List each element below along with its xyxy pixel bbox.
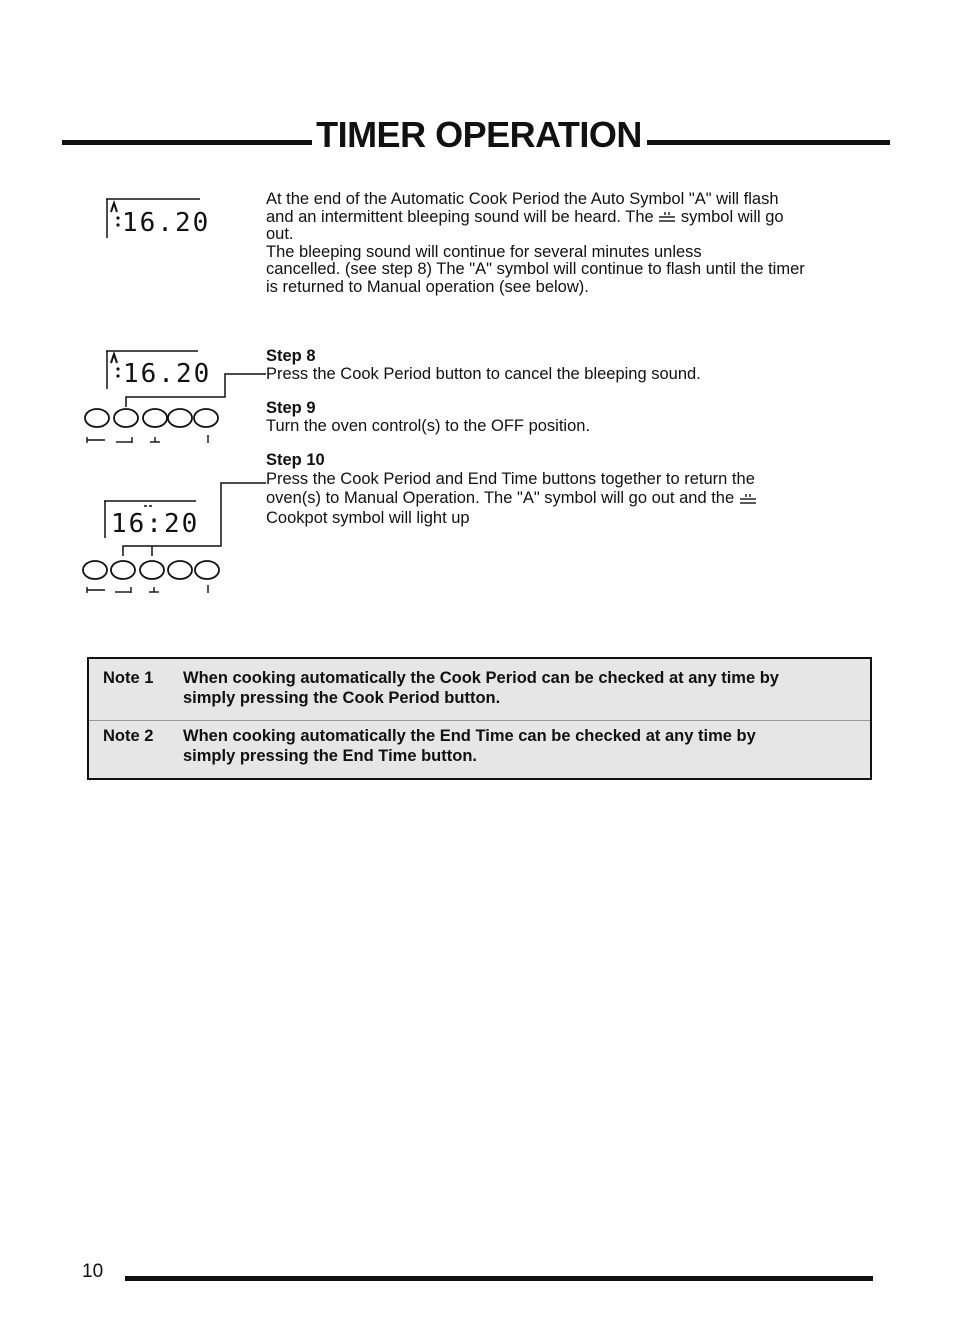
page-title-block bbox=[62, 110, 890, 160]
note-2-text: When cooking automatically the End Time can be checked at any time by simply pressing the End Time button. bbox=[183, 727, 756, 765]
step-10-line-3: Cookpot symbol will light up bbox=[266, 508, 470, 527]
button-legend-marks bbox=[87, 435, 208, 443]
intro-paragraph bbox=[266, 191, 886, 296]
note-1-label: Note 1 bbox=[103, 669, 154, 687]
step-8-label: Step 8 bbox=[266, 347, 316, 365]
step-10-label: Step 10 bbox=[266, 451, 325, 469]
timer-button-1 bbox=[85, 409, 109, 427]
timer-display-value: 16.20 bbox=[122, 208, 211, 238]
cook-period-button bbox=[111, 561, 135, 579]
intro-line-4: The bleeping sound will continue for several minutes unless bbox=[266, 242, 702, 261]
button-legend-marks bbox=[87, 585, 208, 593]
notes-box bbox=[87, 657, 872, 780]
intro-line-1: At the end of the Automatic Cook Period the Auto Symbol "A" will flash bbox=[266, 190, 779, 208]
auto-a-icon bbox=[111, 203, 120, 227]
step-9 bbox=[266, 400, 886, 435]
cookpot-icon bbox=[739, 493, 757, 505]
timer-display-value: 16:20 bbox=[111, 509, 200, 539]
step-8 bbox=[266, 348, 886, 383]
timer-button-3 bbox=[143, 409, 167, 427]
timer-button-1 bbox=[83, 561, 107, 579]
intro-line-2-start: and an intermittent bleeping sound will be heard. The bbox=[266, 207, 654, 226]
intro-line-5: cancelled. (see step 8) The "A" symbol will continue to flash until the timer bbox=[266, 260, 805, 278]
timer-display-value: 16.20 bbox=[123, 359, 212, 389]
note-2-label: Note 2 bbox=[103, 727, 154, 745]
timer-button-5 bbox=[195, 561, 219, 579]
timer-display-figure-1 bbox=[104, 196, 211, 240]
step-8-text: Press the Cook Period button to cancel the bleeping sound. bbox=[266, 364, 701, 383]
footer-rule bbox=[125, 1276, 873, 1281]
step-10-line-2-text: oven(s) to Manual Operation. The "A" symbol will go out and the bbox=[266, 489, 735, 507]
auto-a-icon bbox=[111, 354, 120, 378]
note-row bbox=[89, 720, 870, 778]
title-rule-left bbox=[62, 140, 312, 145]
title-rule-right bbox=[647, 140, 890, 145]
intro-line-2 bbox=[266, 209, 886, 227]
step-9-label: Step 9 bbox=[266, 399, 316, 417]
timer-panel-figure-3 bbox=[80, 478, 270, 600]
note-1-text: When cooking automatically the Cook Period can be checked at any time by simply pressing the Cook Period button. bbox=[183, 669, 779, 707]
intro-line-2-end: symbol will go bbox=[680, 207, 784, 226]
cook-period-button bbox=[114, 409, 138, 427]
page-title: TIMER OPERATION bbox=[316, 114, 642, 155]
timer-panel-figure-2 bbox=[80, 347, 270, 449]
intro-line-6: is returned to Manual operation (see below). bbox=[266, 277, 589, 296]
step-9-text: Turn the oven control(s) to the OFF position. bbox=[266, 416, 591, 435]
cookpot-icon bbox=[658, 211, 676, 223]
timer-button-5 bbox=[194, 409, 218, 427]
step-10 bbox=[266, 452, 886, 528]
step-10-line-2 bbox=[266, 489, 886, 509]
note-row bbox=[89, 659, 870, 720]
timer-button-4 bbox=[168, 409, 192, 427]
end-time-button bbox=[140, 561, 164, 579]
timer-button-4 bbox=[168, 561, 192, 579]
step-10-line-1: Press the Cook Period and End Time buttons together to return the bbox=[266, 469, 755, 488]
page-number: 10 bbox=[82, 1261, 104, 1282]
intro-line-3: out. bbox=[266, 225, 294, 243]
